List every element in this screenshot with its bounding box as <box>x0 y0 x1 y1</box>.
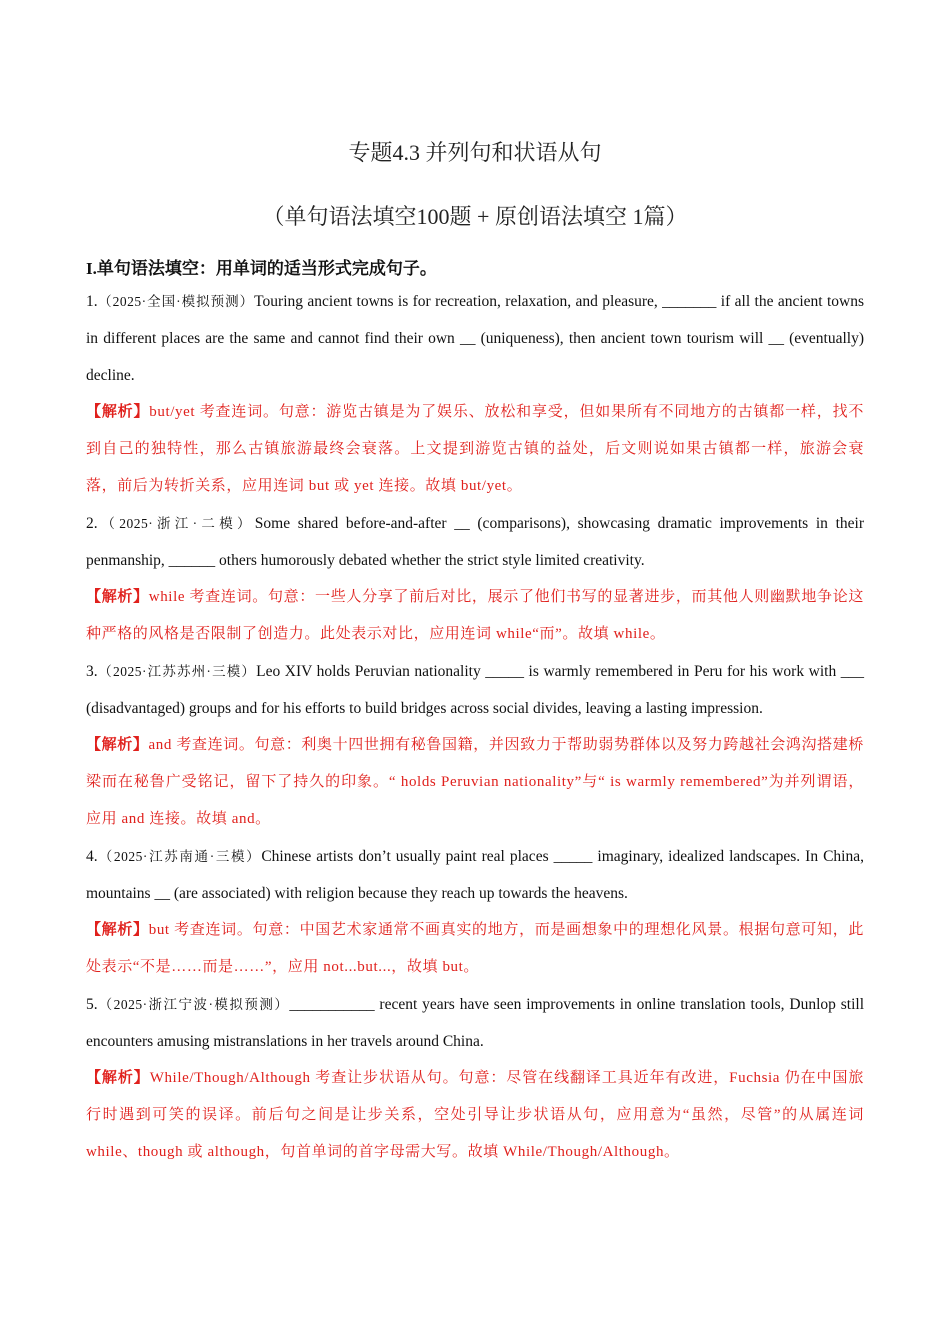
analysis-tag: 【解析】 <box>86 922 149 938</box>
analysis-text: and 考查连词。句意：利奥十四世拥有秘鲁国籍，并因致力于帮助弱势群体以及努力跨越社会鸿沟搭建桥梁而在秘鲁广受铭记，留下了持久的印象。“ holds Peruvian nationality”与“ is warmly remembered”为并列谓语，应用 and 连接。故填 and。 <box>86 737 864 827</box>
analysis-text: While/Though/Although 考查让步状语从句。句意：尽管在线翻译工具近年有改进，Fuchsia 仍在中国旅行时遇到可笑的误译。前后句之间是让步关系，空处引导让步状语从句，应用意为“虽然，尽管”的从属连词 while、though 或 although，句首单词的首字母需大写。故填 While/Though/Although。 <box>86 1070 864 1160</box>
question-text: Chinese artists don’t usually paint real places _____ imaginary, idealized landscapes. In China, mountains __ (are associated) with religion because they reach up towards the heavens. <box>86 848 864 902</box>
question-number: 2. <box>86 515 98 532</box>
analysis-3 <box>86 727 864 838</box>
question-2 <box>86 505 864 579</box>
question-4 <box>86 838 864 912</box>
analysis-tag: 【解析】 <box>86 589 149 605</box>
question-number: 4. <box>86 848 98 865</box>
question-text: Leo XIV holds Peruvian nationality _____ is warmly remembered in Peru for his work with ___ (disadvantaged) groups and for his efforts to build bridges across social divides, leaving a lasting impression. <box>86 663 864 717</box>
analysis-tag: 【解析】 <box>86 404 150 420</box>
question-text: Some shared before-and-after __ (comparisons), showcasing dramatic improvements in their penmanship, ______ others humorously debated whether the strict style limited creativity. <box>86 515 864 569</box>
analysis-tag: 【解析】 <box>86 1070 150 1086</box>
analysis-5 <box>86 1060 864 1171</box>
question-source: （2025·江苏南通·三模） <box>97 849 262 864</box>
question-number: 3. <box>86 663 98 680</box>
question-5 <box>86 986 864 1060</box>
page-title: 专题4.3 并列句和状语从句 <box>348 140 602 165</box>
question-text: Touring ancient towns is for recreation, relaxation, and pleasure, _______ if all the ancient towns in different places are the same and cannot find their own __ (uniqueness), then ancient town tourism will __ (eventually) decline. <box>86 293 864 384</box>
question-source: （2025·全国·模拟预测） <box>97 294 255 309</box>
question-1 <box>86 283 864 394</box>
analysis-2 <box>86 579 864 653</box>
analysis-text: but 考查连词。句意：中国艺术家通常不画真实的地方，而是画想象中的理想化风景。根据句意可知，此处表示“不是……而是……”，应用 not...but...，故填 but。 <box>86 922 864 975</box>
page-subtitle: （单句语法填空100题 + 原创语法填空 1篇） <box>262 204 688 229</box>
analysis-1 <box>86 394 864 505</box>
analysis-4 <box>86 912 864 986</box>
analysis-text: but/yet 考查连词。句意：游览古镇是为了娱乐、放松和享受，但如果所有不同地方的古镇都一样，找不到自己的独特性，那么古镇旅游最终会衰落。上文提到游览古镇的益处，后文则说如果古镇都一样，旅游会衰落，前后为转折关系，应用连词 but 或 yet 连接。故填 but/yet。 <box>86 404 864 494</box>
question-3 <box>86 653 864 727</box>
question-text: ___________ recent years have seen improvements in online translation tools, Dunlop still encounters amusing mistranslations in her travels around China. <box>86 996 864 1050</box>
analysis-text: while 考查连词。句意：一些人分享了前后对比，展示了他们书写的显著进步，而其他人则幽默地争论这种严格的风格是否限制了创造力。此处表示对比，应用连词 while“而”。故填 while。 <box>86 589 865 642</box>
question-number: 5. <box>86 996 98 1013</box>
question-source: （2025·浙江·二模） <box>97 516 255 531</box>
section-heading: I.单句语法填空：用单词的适当形式完成句子。 <box>86 259 437 278</box>
question-number: 1. <box>86 293 98 310</box>
question-list <box>86 283 864 1171</box>
question-source: （2025·浙江宁波·模拟预测） <box>97 997 290 1012</box>
analysis-tag: 【解析】 <box>86 737 149 753</box>
question-source: （2025·江苏苏州·三模） <box>97 664 257 679</box>
